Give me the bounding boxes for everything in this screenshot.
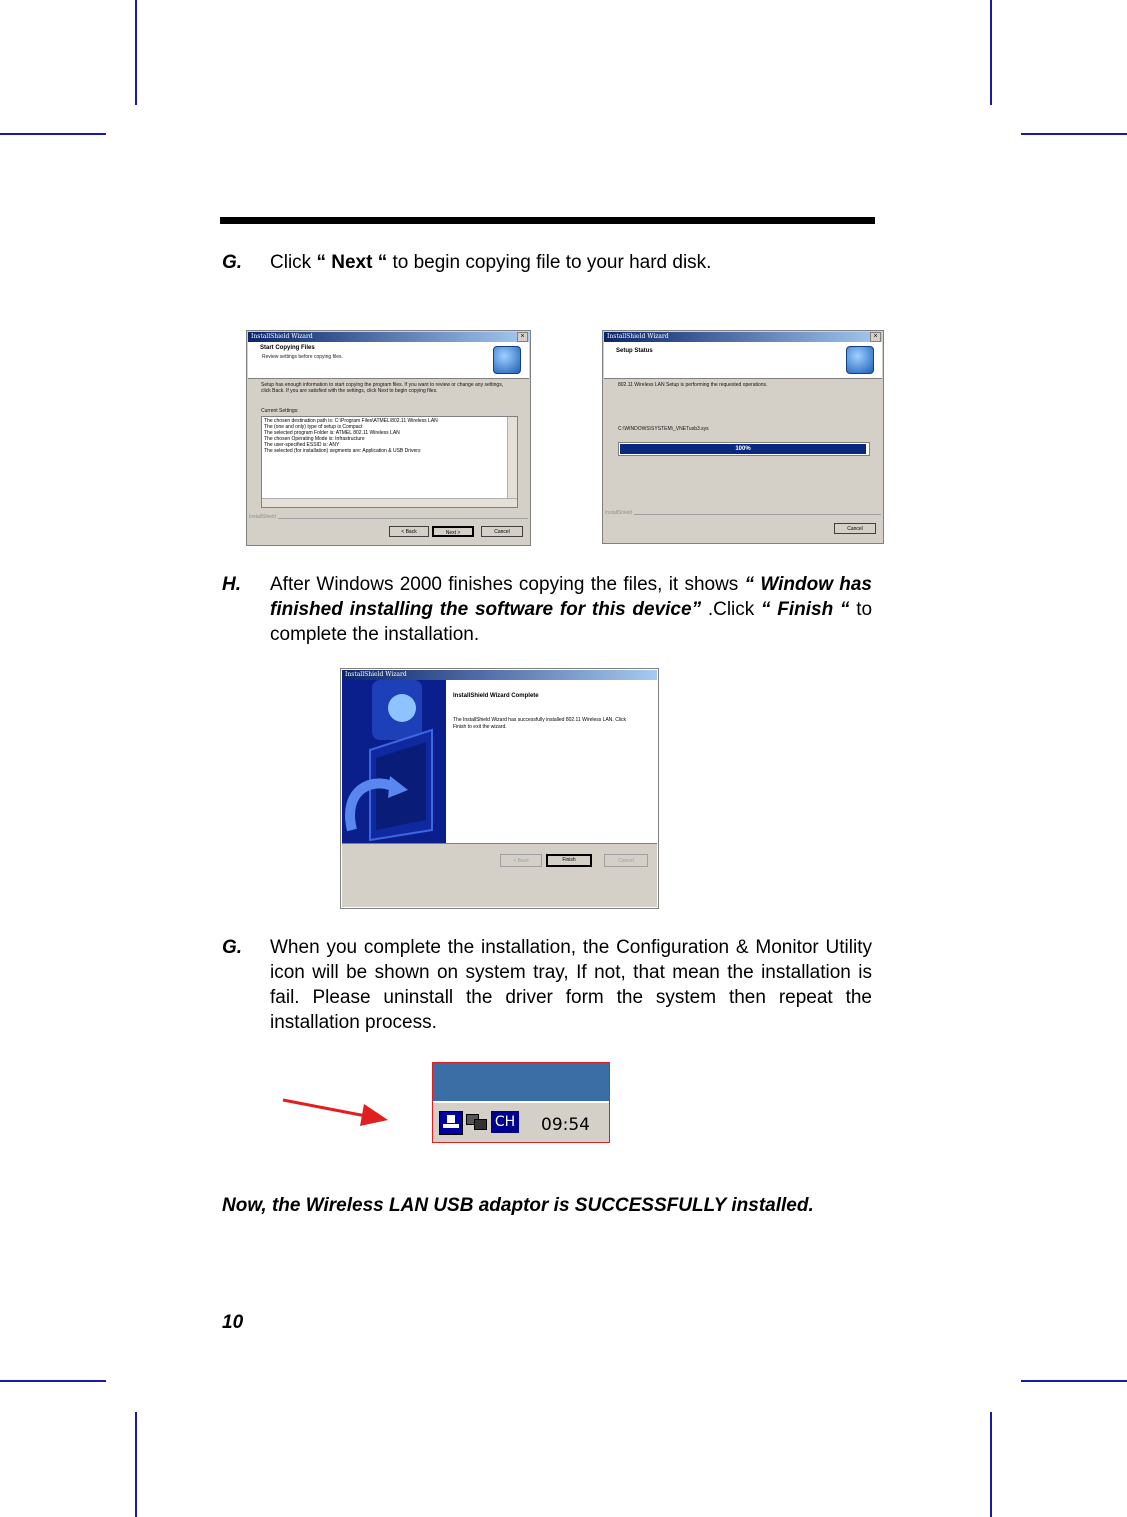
page-number: 10 <box>222 1312 244 1333</box>
taskbar <box>433 1101 609 1142</box>
dialog-title-bar: InstallShield Wizard <box>342 670 657 680</box>
settings-line: The (one and only) type of setup is Compact <box>264 424 363 430</box>
settings-line: The chosen destination path is: C:\Program Files\ATMEL\802.11 Wireless LAN <box>264 418 438 424</box>
step-emphasis: “ Finish “ <box>761 599 850 620</box>
step-emphasis: “ Next “ <box>316 252 388 273</box>
close-button[interactable]: × <box>870 332 881 342</box>
header-rule <box>220 217 875 224</box>
cancel-button[interactable]: Cancel <box>604 854 648 867</box>
finish-button[interactable]: Finish <box>546 854 592 867</box>
back-button[interactable]: < Back <box>500 854 542 867</box>
computer-icon <box>846 346 874 374</box>
step-letter: H. <box>222 574 241 595</box>
crop-mark <box>990 1412 992 1517</box>
computer-icon <box>493 346 521 374</box>
settings-list[interactable] <box>261 416 518 508</box>
settings-line: The chosen Operating Mode is: Infrastructure <box>264 436 365 442</box>
progress-bar <box>618 442 870 456</box>
step-text: to begin copying file to your hard disk. <box>387 252 712 273</box>
brand-label: InstallShield <box>605 510 632 516</box>
dialog-header-title: Setup Status <box>616 348 653 354</box>
step-text: Click <box>270 252 317 273</box>
file-path: C:\WINDOWS\SYSTEM\_VNETusb3.sys <box>618 426 709 432</box>
network-icon[interactable] <box>465 1112 487 1132</box>
finish-heading: InstallShield Wizard Complete <box>453 693 539 699</box>
progress-fill: 100% <box>620 444 866 454</box>
crop-mark <box>1021 1380 1127 1382</box>
settings-line: The selected program Folder is: ATMEL 802.11 Wireless LAN <box>264 430 400 436</box>
step-letter: G. <box>222 937 243 958</box>
wizard-side-graphic <box>342 680 446 843</box>
step-h-finish <box>222 572 872 647</box>
step-emphasis: “ Window has finished installing the software for this device” <box>270 574 872 620</box>
next-button[interactable]: Next > <box>432 526 474 537</box>
dialog-start-copying <box>246 330 531 546</box>
settings-line: The user-specified ESSID is: ANY <box>264 442 340 448</box>
vertical-scrollbar[interactable] <box>507 417 517 499</box>
close-button[interactable]: × <box>517 332 528 342</box>
back-button[interactable]: < Back <box>389 526 429 537</box>
step-text: After Windows 2000 finishes copying the files, it shows <box>270 574 745 595</box>
dialog-header-subtitle: Review settings before copying files. <box>262 354 343 360</box>
dialog-title-bar: InstallShield Wizard <box>248 332 529 342</box>
dialog-intro: Setup has enough information to start copying the program files. If you want to review or change any settings, click Back. If you are satisfied with the settings, click Next to begin copying files. <box>261 382 504 394</box>
step-text: When you complete the installation, the Configuration & Monitor Utility icon will be shown on system tray, If not, that mean the installation is fail. Please uninstall the driver form the system then repeat the installation process. <box>270 937 872 1033</box>
divider <box>605 514 881 515</box>
success-note: Now, the Wireless LAN USB adaptor is SUCCESSFULLY installed. <box>222 1195 814 1216</box>
red-arrow <box>280 1090 390 1130</box>
monitor-arrow-graphic <box>342 680 446 843</box>
dialog-wizard-complete <box>340 668 659 909</box>
step-text: to complete the installation. <box>270 599 873 645</box>
language-indicator[interactable]: CH <box>491 1111 519 1133</box>
dialog-setup-status <box>602 330 884 544</box>
status-message: 802.11 Wireless LAN Setup is performing the requested operations. <box>618 382 768 388</box>
current-settings-label: Current Settings: <box>261 408 299 414</box>
step-text: .Click <box>701 599 762 620</box>
step-letter: G. <box>222 252 243 273</box>
dialog-header-title: Start Copying Files <box>260 345 315 351</box>
dialog-title-bar: InstallShield Wizard <box>604 332 882 342</box>
desktop-area <box>433 1063 609 1101</box>
horizontal-scrollbar[interactable] <box>262 498 517 507</box>
tray-clock[interactable]: 09:54 <box>541 1115 590 1135</box>
crop-mark <box>1021 133 1127 135</box>
dialog-header <box>604 342 882 379</box>
crop-mark <box>0 1380 106 1382</box>
dialog-button-area <box>342 843 657 907</box>
dialog-header <box>248 342 529 379</box>
crop-mark <box>135 1412 137 1517</box>
finish-message: The InstallShield Wizard has successfully installed 802.11 Wireless LAN. Click Finish to exit the wizard. <box>453 717 627 730</box>
step-g-next <box>222 250 872 275</box>
crop-mark <box>990 0 992 105</box>
settings-line: The selected (for installation) segments are: Application & USB Drivers <box>264 448 421 454</box>
brand-label: InstallShield <box>249 514 276 520</box>
crop-mark <box>0 133 106 135</box>
cancel-button[interactable]: Cancel <box>481 526 523 537</box>
crop-mark <box>135 0 137 105</box>
cancel-button[interactable]: Cancel <box>834 523 876 534</box>
wireless-utility-icon[interactable] <box>439 1111 463 1135</box>
divider <box>249 518 528 519</box>
step-g-tray <box>222 935 872 1035</box>
system-tray-screenshot <box>432 1062 610 1143</box>
